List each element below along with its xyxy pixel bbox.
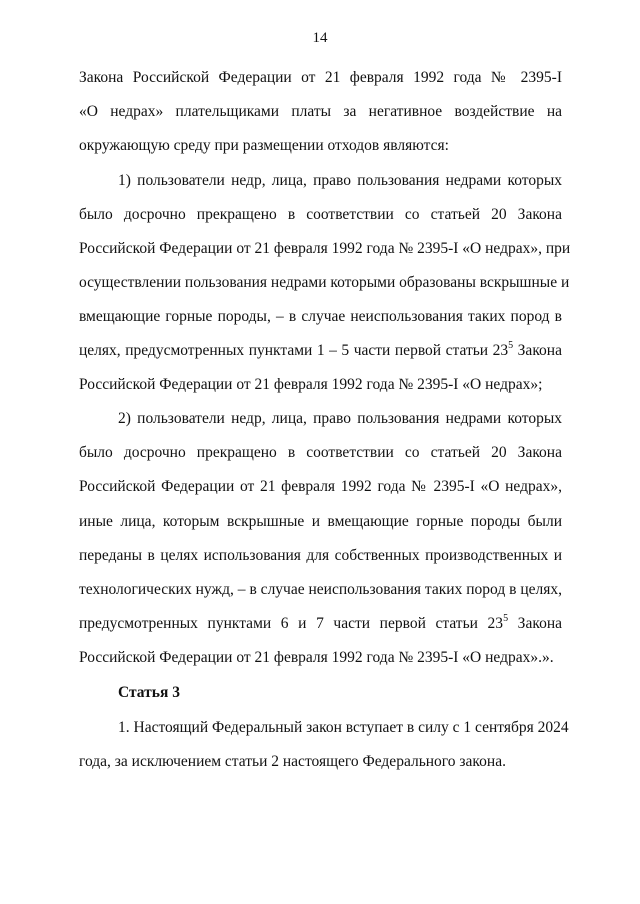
item2-line-8: Российской Федерации от 21 февраля 1992 года № 2395-I «О недрах».». [79, 649, 554, 666]
article3-heading: Статья 3 [118, 684, 180, 701]
intro-line-3: окружающую среду при размещении отходов являются: [79, 137, 449, 154]
item2-line-6: технологических нужд, – в случае неиспользования таких пород в целях, [79, 581, 562, 598]
superscript: 5 [503, 613, 509, 624]
item2-line-1: 2) пользователи недр, лица, право пользования недрами которых [118, 410, 562, 427]
item1-line-3: Российской Федерации от 21 февраля 1992 года № 2395-I «О недрах», при [79, 240, 571, 257]
item1-line-6 [79, 341, 562, 361]
item1-line-6-text: целях, предусмотренных пунктами 1 – 5 части первой статьи 23 [79, 342, 509, 359]
intro-line-1: Закона Российской Федерации от 21 февраля 1992 года № 2395-I [79, 69, 562, 86]
superscript: 5 [508, 340, 514, 351]
item2-line-2: было досрочно прекращено в соответствии со статьей 20 Закона [79, 444, 562, 461]
item2-line-3: Российской Федерации от 21 февраля 1992 года № 2395-I «О недрах», [79, 478, 562, 495]
item1-line-5: вмещающие горные породы, – в случае неиспользования таких пород в [79, 308, 562, 325]
item1-line-4: осуществлении пользования недрами которыми образованы вскрышные и [79, 274, 570, 291]
item1-line-1: 1) пользователи недр, лица, право пользования недрами которых [118, 172, 562, 189]
item2-line-7-tail: Закона [508, 615, 562, 632]
item2-line-5: переданы в целях использования для собственных производственных и [79, 547, 562, 564]
article3-line-2: года, за исключением статьи 2 настоящего Федерального закона. [79, 753, 506, 770]
page-number: 14 [312, 30, 328, 46]
item2-line-7-text: предусмотренных пунктами 6 и 7 части первой статьи 23 [79, 615, 504, 632]
article3-line-1: 1. Настоящий Федеральный закон вступает в силу с 1 сентября 2024 [118, 719, 569, 736]
item2-line-7 [79, 614, 562, 634]
item1-line-7: Российской Федерации от 21 февраля 1992 года № 2395-I «О недрах»; [79, 376, 543, 393]
item1-line-2: было досрочно прекращено в соответствии со статьей 20 Закона [79, 206, 562, 223]
item2-line-4: иные лица, которым вскрышные и вмещающие горные породы были [79, 513, 562, 530]
item1-line-6-tail: Закона [513, 342, 562, 359]
intro-line-2: «О недрах» плательщиками платы за негативное воздействие на [79, 103, 562, 120]
